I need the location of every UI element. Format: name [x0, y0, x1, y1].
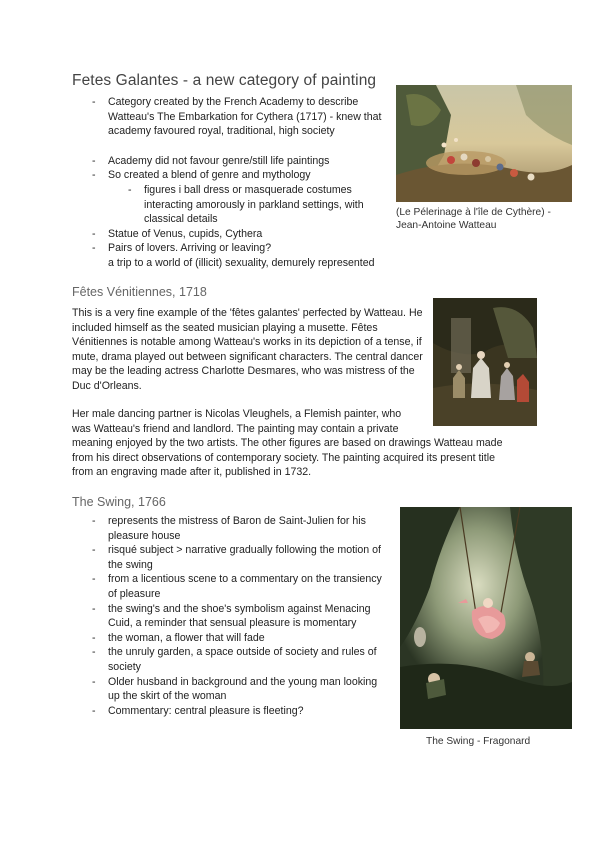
paragraph-line: meaning enjoyed by the two artists. The other figures are based on drawings Watteau made	[72, 437, 503, 450]
list-item: - the woman, a flower that will fade	[88, 631, 388, 646]
list-item: - Commentary: central pleasure is fleeting?	[88, 704, 388, 719]
paragraph-line: was Watteau's friend and landlord. The painting may contain a private	[72, 422, 399, 435]
list-item: - Academy did not favour genre/still life paintings	[88, 154, 388, 169]
list-item: - the unruly garden, a space outside of society and rules of society	[88, 645, 388, 674]
paragraph-line: Her male dancing partner is Nicolas Vleughels, a Flemish painter, who	[72, 408, 402, 420]
painting-fetes-venitiennes	[433, 298, 537, 426]
list-item: - the swing's and the shoe's symbolism against Menacing Cuid, a reminder that sensual pleasure is momentary	[88, 602, 388, 631]
fetes-galantes-notes	[88, 95, 388, 271]
section-title-the-swing: The Swing, 1766	[72, 495, 166, 509]
list-item: - Statue of Venus, cupids, Cythera	[88, 227, 388, 242]
list-item: - risqué subject > narrative gradually following the motion of the swing	[88, 543, 388, 572]
list-item: - Category created by the French Academy to describe Watteau's The Embarkation for Cythera (1717) - knew that academy favoured royal, traditional, high society	[88, 95, 388, 139]
caption-the-swing: The Swing - Fragonard	[426, 736, 531, 747]
painting-the-swing	[400, 507, 572, 729]
section-title-fetes-venitiennes: Fêtes Vénitiennes, 1718	[72, 285, 207, 299]
painting-embarkation-for-cythera	[396, 85, 572, 202]
list-item: - So created a blend of genre and mythology	[88, 168, 388, 183]
list-item: - Older husband in background and the young man looking up the skirt of the woman	[88, 675, 388, 704]
fetes-venitiennes-paragraph-1: This is a very fine example of the 'fêtes galantes' perfected by Watteau. He included himself as the seated musician playing a musette. Fêtes Vénitiennes is notable among Watteau's works in its depiction of a tense, if mute, drama played out between significant characters. The central dancer may be the leading actress Charlotte Desmares, who was mistress of the Duc d'Orleans.	[72, 307, 423, 392]
paragraph-line: from an engraving made after it, published in 1732.	[72, 466, 312, 479]
the-swing-notes	[88, 514, 388, 718]
sub-list-item: - figures i ball dress or masquerade costumes interacting amorously in parkland settings, with classical details	[124, 183, 388, 227]
list-item: - Pairs of lovers. Arriving or leaving?	[88, 241, 388, 256]
list-item: - represents the mistress of Baron de Saint-Julien for his pleasure house	[88, 514, 388, 543]
continuation-line: a trip to a world of (illicit) sexuality, demurely represented	[108, 256, 375, 269]
paragraph-line: from his direct observations of contemporary society. The painting acquired its present title	[72, 451, 495, 464]
list-item: - from a licentious scene to a commentary on the transiency of pleasure	[88, 572, 388, 601]
caption-embarkation: (Le Pélerinage à l'île de Cythère) - Jean-Antoine Watteau	[396, 207, 551, 231]
section-title-fetes-galantes: Fetes Galantes - a new category of painting	[72, 72, 377, 89]
